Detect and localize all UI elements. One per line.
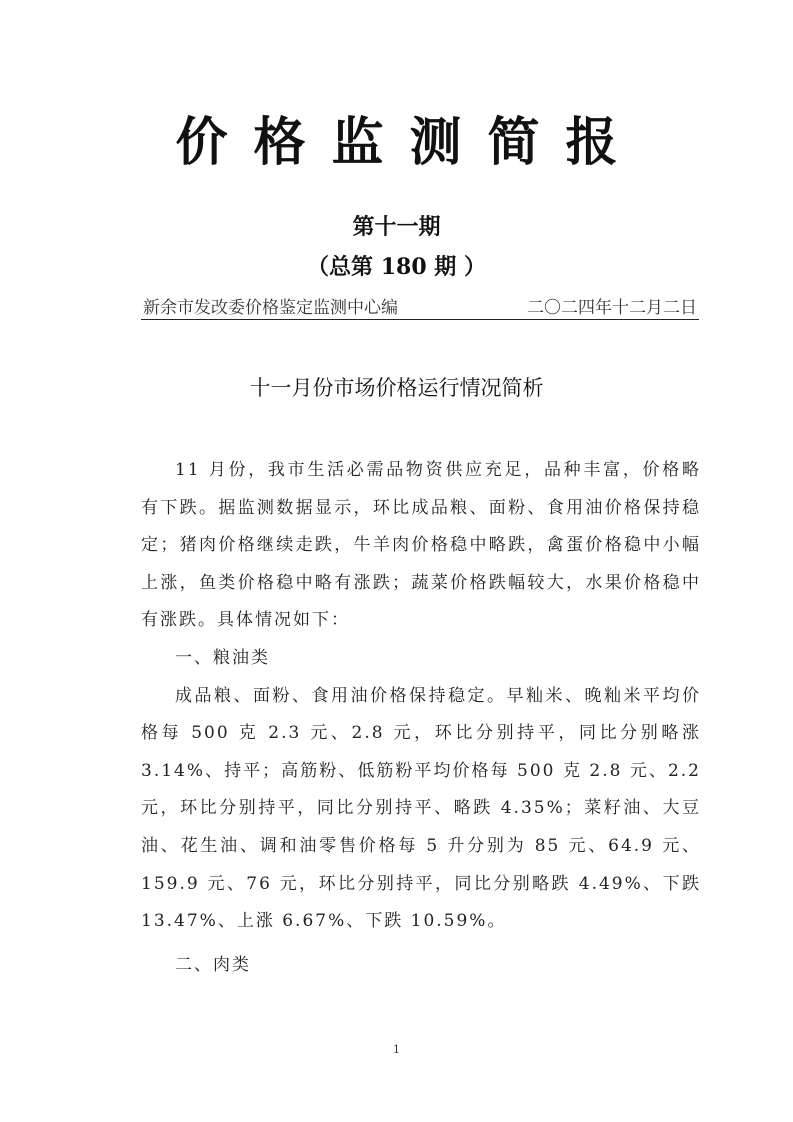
editor-line (141, 293, 699, 320)
editor-name: 新余市发改委价格鉴定监测中心编 (143, 298, 398, 318)
page-number: 1 (393, 1043, 400, 1056)
issue-number: 第十一期 (352, 214, 441, 240)
grain-oil-paragraph: 成品粮、面粉、食用油价格保持稳定。早籼米、晚籼米平均价格每 500 克 2.3 元、2.8 元，环比分别持平，同比分别略涨 3.14%、持平；高筋粉、低筋粉平均价格每 500 克 2.8 元、2.2 元，环比分别持平，同比分别持平、略跌 4.35%；菜籽油、大豆油、花生油、调和油零售价格每 5 升分别为 85 元、64.9 元、159.9 元、76 元，环比分别持平，同比分别略跌 4.49%、下跌 13.47%、上涨 6.67%、下跌 10.59%。 (141, 685, 701, 932)
document-title: 价格监测简报 (175, 112, 644, 173)
total-issue-number: （总第 180 期 ） (307, 254, 486, 280)
section-heading-grain-oil: 一、粮油类 (175, 647, 270, 668)
intro-paragraph: 11 月份，我市生活必需品物资供应充足，品种丰富，价格略有下跌。据监测数据显示，环比成品粮、面粉、食用油价格保持稳定；猪肉价格继续走跌，牛羊肉价格稳中略跌，禽蛋价格稳中小幅上涨，鱼类价格稳中略有涨跌；蔬菜价格跌幅较大，水果价格稳中有涨跌。具体情况如下： (141, 460, 701, 631)
article-subtitle: 十一月份市场价格运行情况简析 (249, 376, 544, 400)
article-body (141, 452, 701, 984)
section-heading-meat: 二、肉类 (175, 954, 251, 975)
publish-date: 二〇二四年十二月二日 (527, 298, 697, 318)
